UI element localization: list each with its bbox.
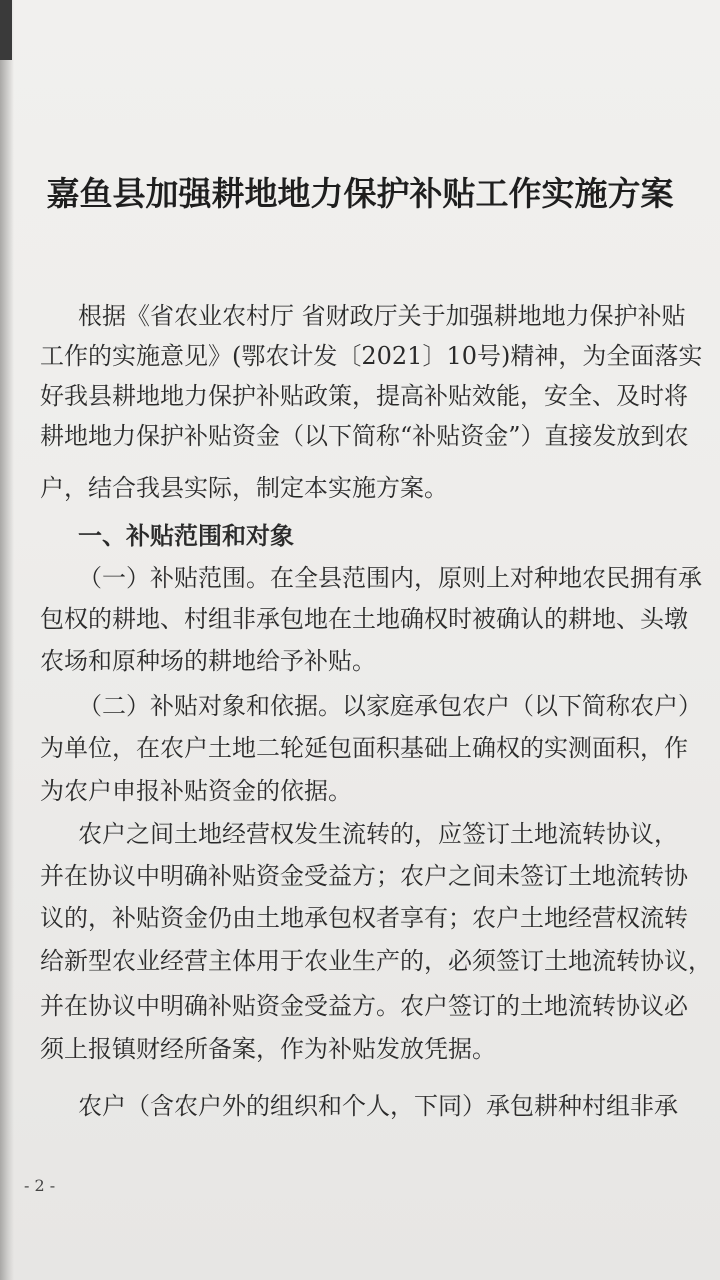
document-title: 嘉鱼县加强耕地地力保护补贴工作实施方案 <box>46 174 674 213</box>
paragraph-5-line-1: 农户（含农户外的组织和个人，下同）承包耕种村组非承 <box>78 1092 678 1120</box>
paragraph-4-line-1: 农户之间土地经营权发生流转的，应签订土地流转协议， <box>78 820 678 848</box>
paragraph-1-line-5: 户，结合我县实际，制定本实施方案。 <box>40 474 448 502</box>
paragraph-1-line-1: 根据《省农业农村厅 省财政厅关于加强耕地地力保护补贴 <box>78 302 686 330</box>
paragraph-1-line-2: 工作的实施意见》(鄂农计发〔2021〕10号)精神，为全面落实 <box>40 342 703 370</box>
paragraph-3-line-1: （二）补贴对象和依据。以家庭承包农户（以下简称农户） <box>78 692 702 720</box>
paragraph-1-line-3: 好我县耕地地力保护补贴政策，提高补贴效能，安全、及时将 <box>40 382 688 410</box>
paragraph-2-line-3: 农场和原种场的耕地给予补贴。 <box>40 647 376 675</box>
section-heading-1: 一、补贴范围和对象 <box>78 522 294 550</box>
page-corner-dark <box>0 0 12 60</box>
paragraph-4-line-6: 须上报镇财经所备案，作为补贴发放凭据。 <box>40 1035 496 1063</box>
paragraph-4-line-2: 并在协议中明确补贴资金受益方；农户之间未签订土地流转协 <box>40 862 688 890</box>
paragraph-4-line-5: 并在协议中明确补贴资金受益方。农户签订的土地流转协议必 <box>40 992 688 1020</box>
paragraph-2-line-1: （一）补贴范围。在全县范围内，原则上对种地农民拥有承 <box>78 564 702 592</box>
paragraph-3-line-3: 为农户申报补贴资金的依据。 <box>40 777 352 805</box>
paragraph-4-line-3: 议的，补贴资金仍由土地承包权者享有；农户土地经营权流转 <box>40 904 688 932</box>
paragraph-1-line-4: 耕地地力保护补贴资金（以下简称“补贴资金”）直接发放到农 <box>40 422 689 450</box>
paragraph-4-line-4: 给新型农业经营主体用于农业生产的，必须签订土地流转协议， <box>40 947 712 975</box>
paragraph-2-line-2: 包权的耕地、村组非承包地在土地确权时被确认的耕地、头墩 <box>40 605 688 633</box>
paragraph-3-line-2: 为单位，在农户土地二轮延包面积基础上确权的实测面积，作 <box>40 734 688 762</box>
page-number: - 2 - <box>24 1176 56 1195</box>
